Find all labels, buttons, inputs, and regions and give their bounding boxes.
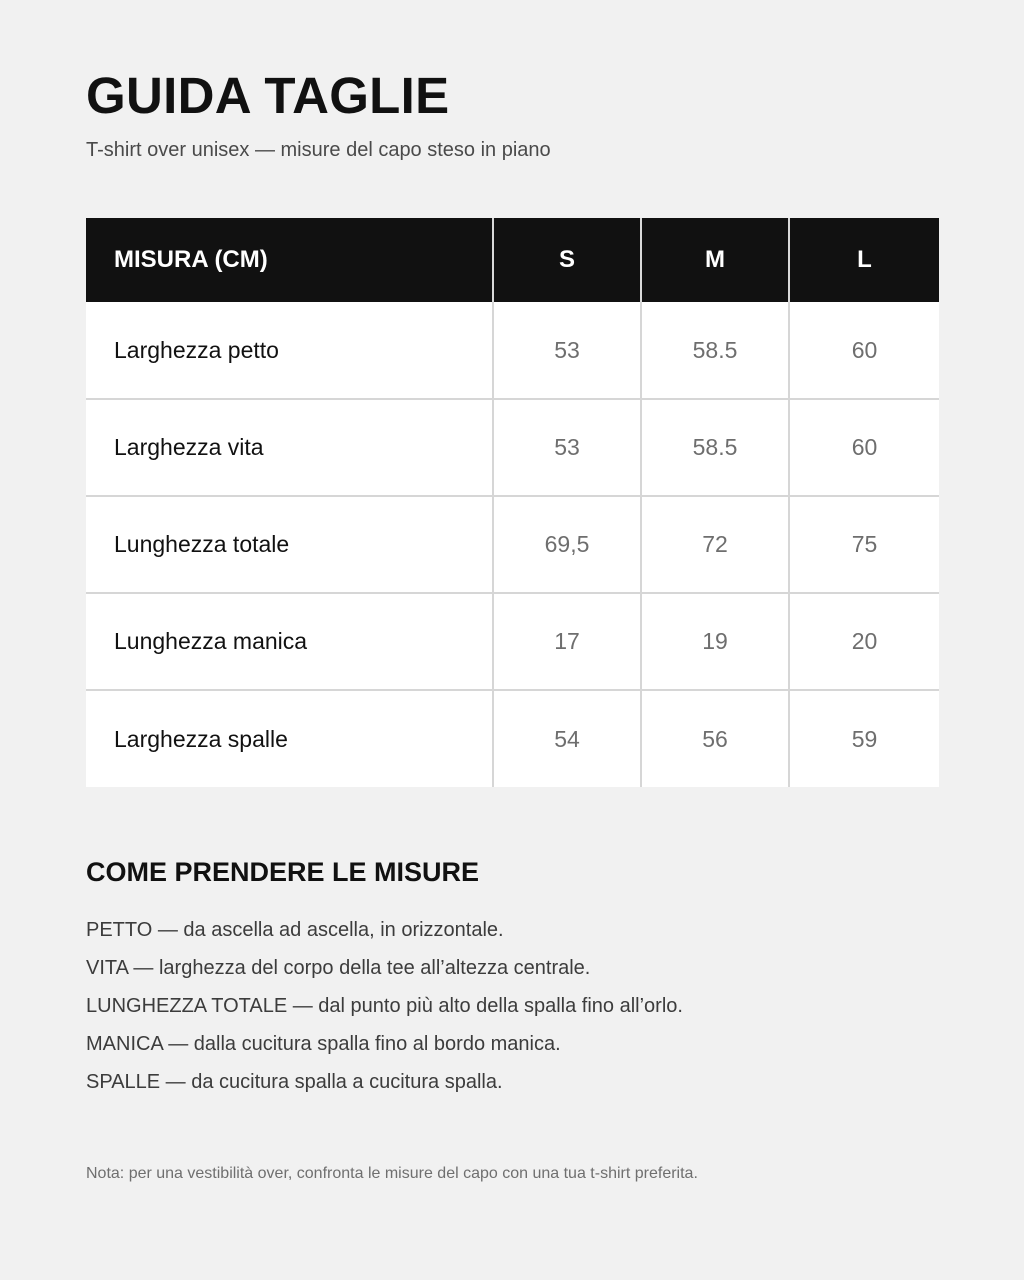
table-row	[86, 302, 939, 399]
cell-size-m: 58.5	[641, 302, 789, 399]
cell-size-m: 56	[641, 690, 789, 787]
how-to-measure-title: COME PRENDERE LE MISURE	[86, 857, 480, 887]
row-label: Lunghezza totale	[86, 496, 493, 593]
column-header-measure: MISURA (CM)	[86, 218, 493, 302]
cell-size-l: 75	[789, 496, 939, 593]
table-header-row	[86, 218, 939, 302]
cell-size-m: 72	[641, 496, 789, 593]
cell-size-s: 53	[493, 302, 641, 399]
table-row	[86, 496, 939, 593]
list-item: MANICA — dalla cucitura spalla fino al bordo manica.	[86, 1033, 561, 1055]
table-row	[86, 593, 939, 690]
list-item: VITA — larghezza del corpo della tee all’altezza centrale.	[86, 957, 591, 979]
table-row	[86, 399, 939, 496]
cell-size-s: 69,5	[493, 496, 641, 593]
column-header-size-s: S	[493, 218, 641, 302]
cell-size-s: 17	[493, 593, 641, 690]
size-table	[86, 218, 939, 787]
cell-size-l: 20	[789, 593, 939, 690]
list-item: SPALLE — da cucitura spalla a cucitura spalla.	[86, 1071, 503, 1093]
cell-size-l: 60	[789, 399, 939, 496]
cell-size-m: 19	[641, 593, 789, 690]
row-label: Larghezza spalle	[86, 690, 493, 787]
table-row	[86, 690, 939, 787]
cell-size-s: 53	[493, 399, 641, 496]
page-title: GUIDA TAGLIE	[86, 67, 450, 124]
footnote: Nota: per una vestibilità over, confronta le misure del capo con una tua t-shirt preferita.	[86, 1165, 698, 1182]
row-label: Lunghezza manica	[86, 593, 493, 690]
cell-size-m: 58.5	[641, 399, 789, 496]
column-header-size-l: L	[789, 218, 939, 302]
list-item: PETTO — da ascella ad ascella, in orizzontale.	[86, 919, 504, 941]
list-item: LUNGHEZZA TOTALE — dal punto più alto della spalla fino all’orlo.	[86, 995, 683, 1017]
cell-size-s: 54	[493, 690, 641, 787]
column-header-size-m: M	[641, 218, 789, 302]
page-subtitle: T-shirt over unisex — misure del capo steso in piano	[86, 139, 551, 161]
cell-size-l: 59	[789, 690, 939, 787]
cell-size-l: 60	[789, 302, 939, 399]
row-label: Larghezza petto	[86, 302, 493, 399]
how-to-measure-list	[86, 911, 683, 1101]
row-label: Larghezza vita	[86, 399, 493, 496]
